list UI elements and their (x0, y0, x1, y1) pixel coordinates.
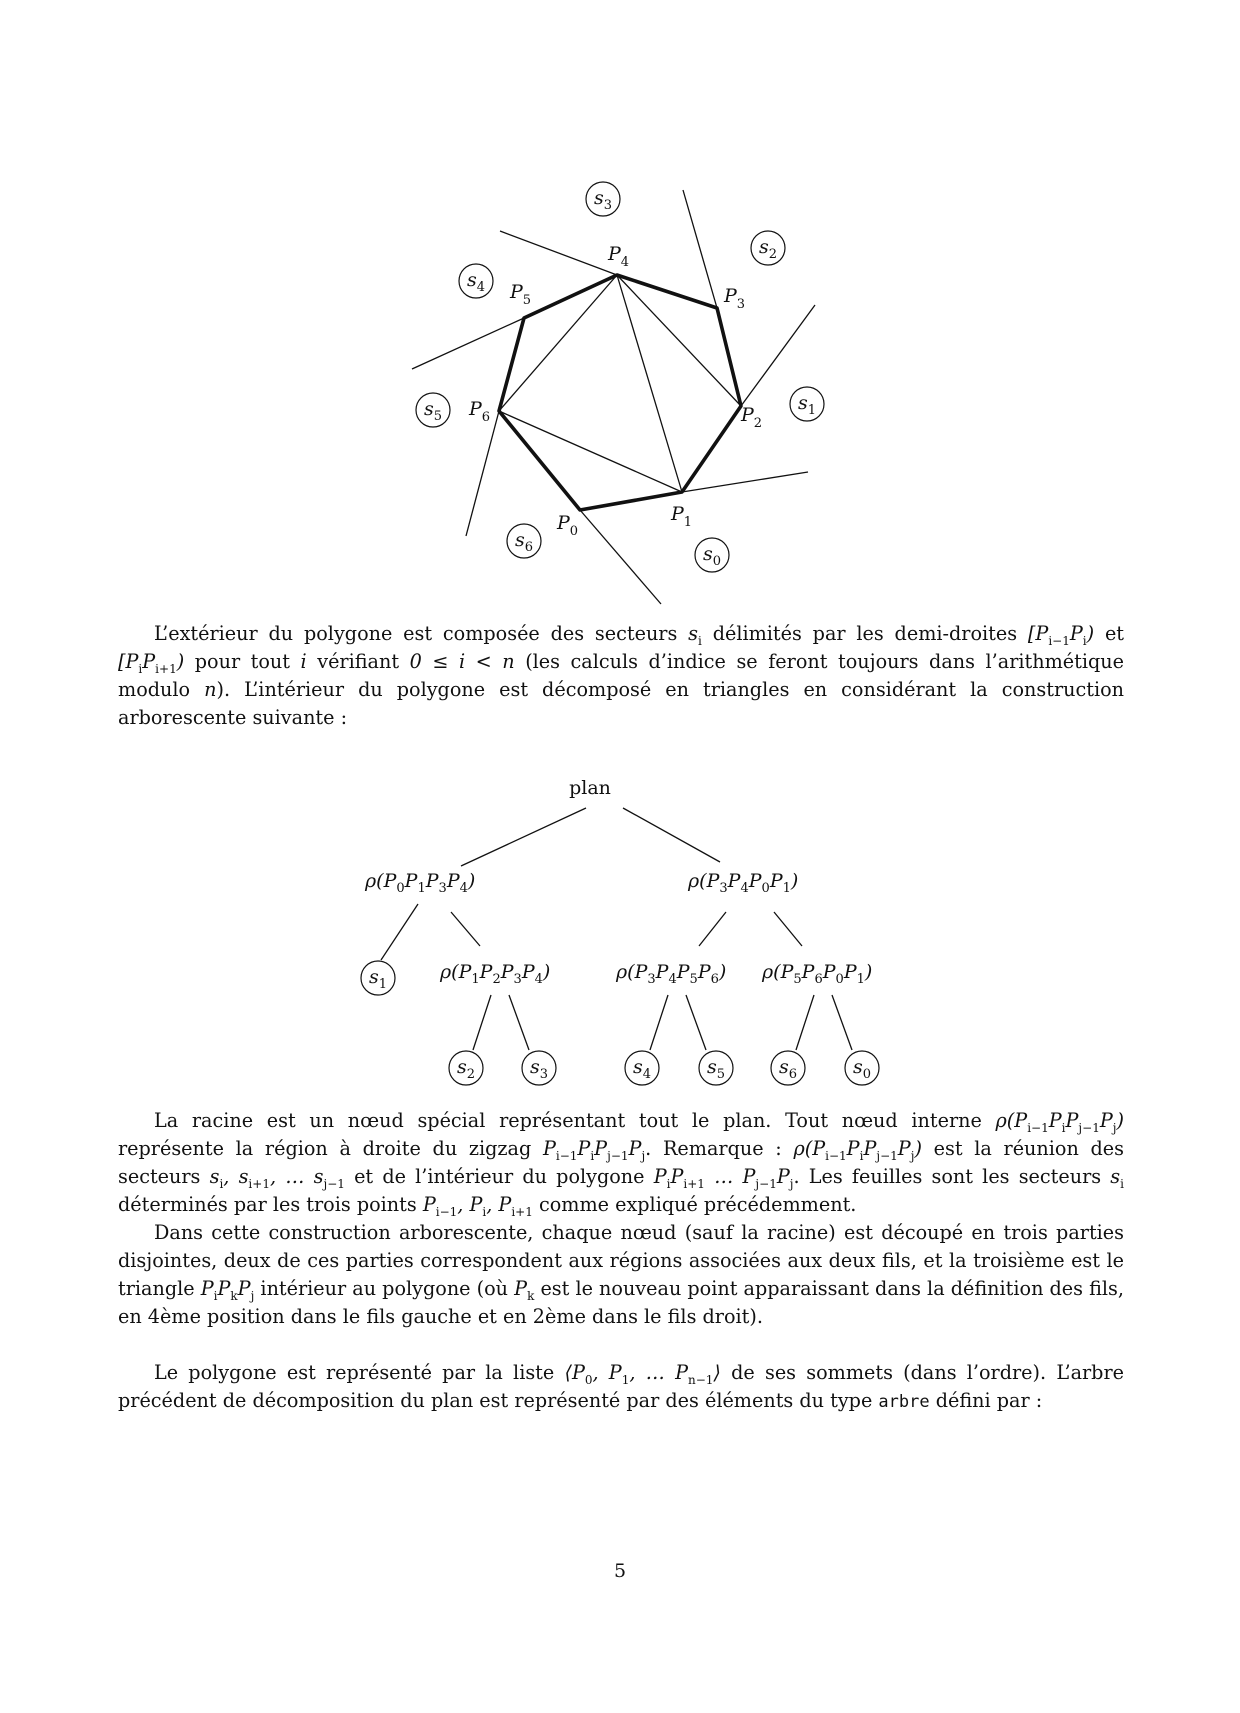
half-line-p2p3 (683, 190, 717, 308)
tree-leaf-s3-text: $s_3$ (530, 1056, 549, 1082)
sector-label-s3 (586, 182, 620, 216)
sector-label-s0-text: $s_0$ (703, 543, 722, 569)
tree-node: $\rho(P_1P_2P_3P_4)$ (440, 961, 551, 987)
tree-leaf-s6 (771, 1051, 805, 1085)
vertex-label-p5: $P_5$ (510, 281, 532, 308)
sector-label-s5 (416, 393, 450, 427)
tree-internal-nodes (364, 870, 872, 987)
sector-label-s4-text: $s_4$ (467, 269, 486, 295)
paragraph-tree-explanation (118, 1107, 1124, 1416)
half-line-p1p2 (741, 305, 815, 406)
diagonal-p6p1 (499, 411, 682, 492)
sector-label-s1-text: $s_1$ (798, 392, 817, 418)
tree-node: $\rho(P_5P_6P_0P_1)$ (762, 961, 873, 987)
tree-edge (509, 995, 529, 1050)
paragraph-exterior-sectors: L’extérieur du polygone est composée des secteurs $s_i$ délimités par les demi-droites $[P_{i-1}P_i)$ et $[P_iP_{i+1})$ pour tout i vérifiant 0 ≤ i < n (les calculs d’indice se feront toujours dans l’arithmétique modulo n). L’intérieur du polygone est décomposé en triangles en considérant la construction arborescente suivante : (118, 622, 1125, 729)
tree-edges (381, 808, 852, 1050)
half-line-p4p5 (412, 318, 524, 369)
vertex-label-p4: $P_4$ (608, 243, 630, 270)
tree-root-label: plan (569, 777, 611, 799)
tree-leaf-s5-text: $s_5$ (707, 1056, 726, 1082)
sector-label-s1 (790, 387, 824, 421)
vertex-label-p0: $P_0$ (557, 512, 579, 539)
vertex-label-p6: $P_6$ (469, 398, 491, 425)
tree-leaf-s5 (699, 1051, 733, 1085)
polygon-boundary (499, 275, 741, 510)
tree-leaf-s4 (625, 1051, 659, 1085)
paragraph-root-description: La racine est un nœud spécial représentant tout le plan. Tout nœud interne $\rho(P_{i-1}P_iP_{j-1}P_j)$ représente la région à droite du zigzag $P_{i-1}P_iP_{j-1}P_j$. Remarque : $\rho(P_{i-1}P_iP_{j-1}P_j)$ est la réunion des secteurs $s_i$, $s_{i+1}$, … $s_{j-1}$ et de l’intérieur du polygone $P_iP_{i+1}$ … $P_{j-1}P_j$. Les feuilles sont les secteurs $s_i$ déterminés par les trois points $P_{i-1}$, $P_i$, $P_{i+1}$ comme expliqué précédemment. (118, 1109, 1124, 1219)
tree-edge (451, 912, 480, 946)
decomposition-tree (361, 777, 879, 1085)
tree-leaf-s0 (845, 1051, 879, 1085)
tree-node: $\rho(P_3P_4P_0P_1)$ (688, 870, 799, 896)
tree-edge (381, 904, 418, 960)
tree-node: $\rho(P_0P_1P_3P_4)$ (365, 870, 476, 896)
tree-edge (774, 912, 802, 946)
half-line-p5p6 (466, 411, 499, 536)
tree-edge (473, 995, 491, 1050)
diagonal-p4p1 (617, 275, 682, 492)
sector-label-s6-text: $s_6$ (515, 529, 534, 555)
half-line-p5p4 (500, 231, 617, 275)
tree-edge (461, 808, 586, 866)
half-line-p0p1 (682, 472, 808, 492)
code-type-name: arbre (878, 1392, 930, 1412)
vertex-label-p1: $P_1$ (671, 503, 693, 530)
tree-leaf-s2 (449, 1051, 483, 1085)
vertex-label-p2: $P_2$ (741, 404, 763, 431)
tree-leaf-s1 (361, 961, 395, 995)
page-number: 5 (613, 1560, 627, 1582)
half-line-p6p0 (580, 510, 661, 604)
tree-edge (623, 808, 720, 862)
sector-label-s6 (507, 524, 541, 558)
sector-label-s3-text: $s_3$ (594, 187, 613, 213)
tree-node: $\rho(P_3P_4P_5P_6)$ (616, 961, 727, 987)
sector-label-s0 (695, 538, 729, 572)
vertex-labels (468, 243, 762, 539)
vertex-label-p3: $P_3$ (724, 285, 746, 312)
tree-edge (699, 912, 726, 946)
tree-edge (686, 995, 706, 1050)
paragraph-node-split: Dans cette construction arborescente, chaque nœud (sauf la racine) est découpé en trois parties disjointes, deux de ces parties correspondent aux régions associées aux deux fils, et la troisième est le triangle $P_iP_kP_j$ intérieur au polygone (où $P_k$ est le nouveau point apparaissant dans la définition des fils, en 4ème position dans le fils gauche et en 2ème dans le fils droit). (118, 1221, 1124, 1328)
tree-leaf-s1-text: $s_1$ (369, 966, 388, 992)
tree-edge (832, 995, 852, 1050)
polygon-diagram (412, 182, 824, 604)
sector-label-s2-text: $s_2$ (759, 236, 778, 262)
tree-leaf-s2-text: $s_2$ (457, 1056, 476, 1082)
tree-edge (650, 995, 668, 1050)
tree-leaf-s4-text: $s_4$ (633, 1056, 652, 1082)
tree-edge (796, 995, 814, 1050)
tree-leaf-s0-text: $s_0$ (853, 1056, 872, 1082)
sector-label-s5-text: $s_5$ (424, 398, 443, 424)
tree-leaf-s6-text: $s_6$ (779, 1056, 798, 1082)
tree-leaf-s3 (522, 1051, 556, 1085)
sector-label-s2 (751, 231, 785, 265)
paragraph-representation: Le polygone est représenté par la liste $⟨P_0$, $P_1$, … $P_{n-1}⟩$ de ses sommets (dans l’ordre). L’arbre précédent de décomposition du plan est représenté par des éléments du type arbre défini par : (118, 1361, 1124, 1412)
sector-label-s4 (459, 264, 493, 298)
